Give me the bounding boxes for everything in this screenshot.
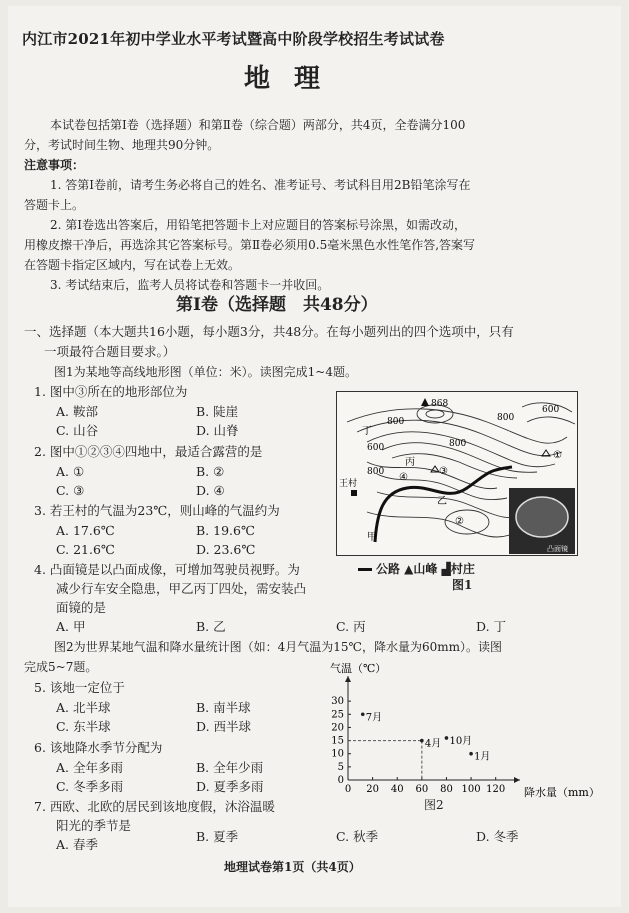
section1-line-2: 一项最符合题目要求。） — [44, 344, 176, 359]
x-axis-arrow — [514, 777, 520, 783]
q4-option-c: C. 丙 — [336, 619, 366, 634]
x-tick-label: 100 — [461, 784, 481, 795]
contour-line — [367, 432, 555, 467]
y-axis-label: 气温（℃） — [330, 662, 387, 675]
subject-title: 地理 — [244, 64, 345, 94]
q4-option-a: A. 甲 — [56, 619, 86, 634]
place-ding: 丁 — [362, 426, 372, 437]
figure-2-chart — [318, 662, 608, 818]
contour-ring — [426, 410, 444, 418]
q2-option-b: B. ② — [196, 464, 225, 479]
notice-item-2c: 在答题卡指定区域内，写在试卷上无效。 — [24, 258, 241, 272]
part1-title: 第Ⅰ卷（选择题 共48分） — [176, 295, 378, 315]
data-point-label: 10月 — [449, 735, 473, 747]
q1-option-c: C. 山谷 — [56, 423, 99, 438]
fig2-intro-line-1: 图2为世界某地气温和降水量统计图（如：4月气温为15℃，降水量为60mm）。读图 — [54, 640, 502, 654]
q3-option-b: B. 19.6℃ — [196, 523, 255, 538]
y-tick-label: 5 — [337, 761, 344, 773]
contour-label: 600 — [542, 405, 560, 415]
notice-item-2b: 用橡皮擦干净后，再选涂其它答案标号。第Ⅱ卷必须用0.5毫米黑色水性笔作答,答案写 — [24, 238, 476, 252]
x-tick-label: 40 — [390, 784, 404, 795]
q2-option-a: A. ① — [56, 464, 85, 479]
q2-option-c: C. ③ — [56, 483, 85, 498]
notice-heading: 注意事项： — [24, 158, 85, 172]
convex-mirror-image — [516, 497, 568, 537]
q7-option-c: C. 秋季 — [336, 829, 379, 844]
notice-item-2a: 2. 第Ⅰ卷选出答案后，用铅笔把答题卡上对应题目的答案标号涂黑，如需改动， — [50, 218, 467, 232]
data-point — [420, 739, 424, 743]
x-tick-label: 80 — [440, 784, 453, 795]
place-wangcun: 王村 — [339, 479, 358, 489]
figure-2-caption: 图2 — [424, 798, 444, 812]
question-1-stem: 1. 图中③所在的地形部位为 — [34, 384, 188, 399]
q6-option-b: B. 全年少雨 — [196, 760, 264, 775]
q3-option-c: C. 21.6℃ — [56, 542, 115, 557]
q7-option-a: A. 春季 — [56, 837, 98, 852]
question-7-stem-line-1: 7. 西欧、北欧的居民到该地度假，沐浴温暖 — [34, 799, 275, 814]
data-point-label: 4月 — [424, 738, 442, 750]
contour-line — [527, 417, 575, 424]
place-jia: 甲 — [367, 532, 377, 543]
y-tick-label: 10 — [331, 748, 344, 760]
x-axis-label: 降水量（mm） — [524, 786, 600, 799]
contour-line — [377, 492, 527, 518]
y-tick-label: 25 — [331, 709, 344, 721]
y-tick-label: 0 — [337, 775, 344, 786]
fig1-intro: 图1为某地等高线地形图（单位：米）。读图完成1~4题。 — [54, 365, 357, 379]
data-point — [445, 736, 449, 740]
x-tick-label: 120 — [486, 784, 506, 795]
q5-option-b: B. 南半球 — [196, 700, 251, 715]
village-icon — [351, 490, 357, 496]
notice-item-1b: 答题卡上。 — [24, 198, 85, 212]
legend-text: 公路 ▲山峰 ▟村庄 — [376, 562, 475, 576]
question-3-stem: 3. 若王村的气温为23℃，则山峰的气温约为 — [34, 503, 280, 518]
intro-line-1: 本试卷包括第Ⅰ卷（选择题）和第Ⅱ卷（综合题）两部分，共4页，全卷满分100 — [50, 118, 466, 132]
marker-3: ③ — [439, 466, 448, 477]
question-4-stem-line-1: 4. 凸面镜是以凸面成像，可增加驾驶员视野。为 — [34, 562, 300, 577]
q4-option-d: D. 丁 — [476, 619, 507, 634]
q3-option-a: A. 17.6℃ — [56, 523, 115, 538]
data-point-label: 7月 — [365, 712, 383, 724]
y-axis-arrow — [345, 676, 351, 682]
x-tick-label: 20 — [366, 784, 379, 795]
question-6-stem: 6. 该地降水季节分配为 — [34, 740, 163, 755]
q6-option-a: A. 全年多雨 — [56, 760, 123, 775]
marker-1: ① — [553, 450, 562, 461]
y-tick-label: 20 — [331, 722, 344, 734]
contour-line — [367, 462, 497, 489]
x-tick-label: 60 — [415, 784, 429, 795]
road-legend-swatch — [358, 568, 372, 571]
question-2-stem: 2. 图中①②③④四地中，最适合露营的是 — [34, 444, 263, 459]
question-4-stem-line-2: 减少行车安全隐患，甲乙丙丁四处，需安装凸 — [56, 581, 307, 596]
notice-item-1a: 1. 答第Ⅰ卷前，请考生务必将自己的姓名、准考证号、考试科目用2B铅笔涂写在 — [50, 178, 471, 192]
figure-1-legend — [358, 562, 475, 576]
figure-1-contour-map — [336, 391, 578, 556]
y-tick-label: 30 — [331, 696, 344, 708]
notice-item-3: 3. 考试结束后，监考人员将试卷和答题卡一并收回。 — [50, 278, 330, 292]
question-4-stem-line-3: 面镜的是 — [56, 600, 107, 615]
contour-label: 800 — [449, 439, 467, 449]
data-point — [361, 712, 365, 716]
q1-option-b: B. 陡崖 — [196, 404, 239, 419]
q5-option-c: C. 东半球 — [56, 719, 111, 734]
q6-option-d: D. 夏季多雨 — [196, 779, 264, 794]
place-bing: 丙 — [405, 457, 415, 468]
intro-line-2: 分，考试时间生物、地理共90分钟。 — [24, 138, 220, 152]
fig2-intro-line-2: 完成5~7题。 — [24, 660, 98, 674]
contour-label: 800 — [497, 413, 515, 423]
page-footer: 地理试卷第1页（共4页） — [224, 860, 361, 874]
inset-label: 凸面镜 — [547, 545, 568, 553]
peak-label: 868 — [431, 399, 449, 409]
x-tick-label: 0 — [344, 784, 352, 795]
contour-label: 800 — [387, 417, 405, 427]
q4-option-b: B. 乙 — [196, 619, 226, 634]
peak-icon — [421, 398, 429, 406]
q6-option-c: C. 冬季多雨 — [56, 779, 124, 794]
contour-map-svg — [337, 392, 577, 555]
contour-label: 800 — [367, 467, 385, 477]
q1-option-a: A. 鞍部 — [56, 404, 98, 419]
marker-4: ④ — [399, 472, 408, 483]
data-point-label: 1月 — [474, 751, 491, 763]
section1-line-1: 一、选择题（本大题共16小题，每小题3分，共48分。在每小题列出的四个选项中，只有 — [24, 324, 514, 339]
q2-option-d: D. ④ — [196, 483, 225, 498]
q5-option-d: D. 西半球 — [196, 719, 252, 734]
q7-option-d: D. 冬季 — [476, 829, 519, 844]
figure-1-caption: 图1 — [452, 578, 473, 592]
q7-option-b: B. 夏季 — [196, 829, 239, 844]
y-tick-label: 15 — [331, 735, 344, 747]
q1-option-d: D. 山脊 — [196, 423, 239, 438]
q3-option-d: D. 23.6℃ — [196, 542, 256, 557]
q5-option-a: A. 北半球 — [56, 700, 111, 715]
question-5-stem: 5. 该地一定位于 — [34, 680, 125, 695]
marker-2: ② — [455, 516, 464, 527]
question-7-stem-line-2: 阳光的季节是 — [56, 818, 132, 833]
exam-title: 内江市2021年初中学业水平考试暨高中阶段学校招生考试试卷 — [22, 30, 445, 48]
contour-line — [367, 512, 517, 537]
data-point — [469, 752, 473, 756]
contour-label: 600 — [367, 443, 385, 453]
place-yi: 乙 — [437, 496, 447, 507]
